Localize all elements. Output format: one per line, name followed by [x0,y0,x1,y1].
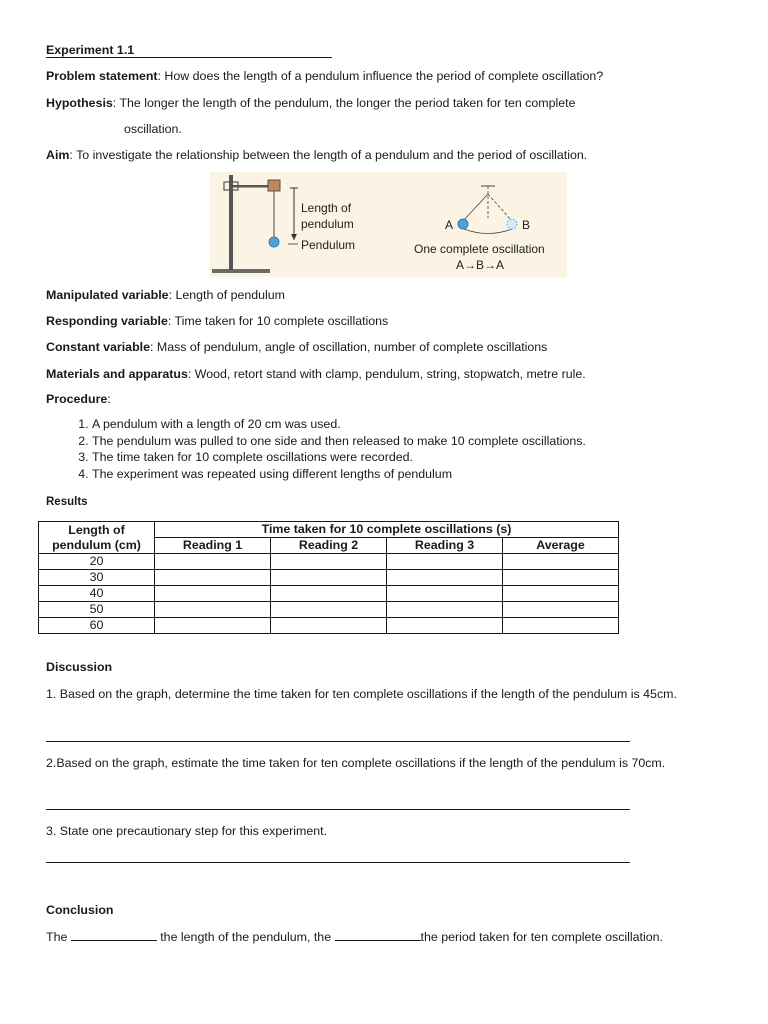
reading-cell[interactable] [155,602,271,618]
discussion-question-2: 2.Based on the graph, estimate the time taken for ten complete oscillations if the length of the pendulum is 70cm. [46,756,666,770]
length-cell: 50 [39,602,155,618]
average-cell[interactable] [503,602,619,618]
discussion-question-3: 3. State one precautionary step for this experiment. [46,824,328,838]
discussion-question-1: 1. Based on the graph, determine the time taken for ten complete oscillations if the length of the pendulum is 45cm. [46,687,677,701]
procedure-step: 4. The experiment was repeated using different lengths of pendulum [92,466,586,483]
hypothesis: Hypothesis: The longer the length of the pendulum, the longer the period taken for ten complete [46,96,576,110]
procedure-step: 2. The pendulum was pulled to one side and then released to make 10 complete oscillations. [92,433,586,450]
table-row [39,554,619,570]
results-table [38,521,619,634]
clamp [268,180,280,191]
stand-rod [229,175,233,270]
reading-cell[interactable] [271,602,387,618]
materials-apparatus: Materials and apparatus: Wood, retort stand with clamp, pendulum, string, stopwatch, metre rule. [46,367,586,381]
answer-line-3[interactable] [46,862,630,863]
reading-cell[interactable] [387,554,503,570]
aim: Aim: To investigate the relationship between the length of a pendulum and the period of oscillation. [46,148,588,162]
discussion-heading: Discussion [46,660,113,674]
problem-statement: Problem statement: How does the length of a pendulum influence the period of complete oscillation? [46,69,604,83]
responding-variable: Responding variable: Time taken for 10 complete oscillations [46,314,389,328]
reading-cell[interactable] [387,602,503,618]
results-heading: Results [46,496,88,508]
average-cell[interactable] [503,586,619,602]
column-header: Reading 2 [271,538,387,554]
reading-cell[interactable] [155,586,271,602]
constant-variable: Constant variable: Mass of pendulum, angle of oscillation, number of complete oscillations [46,340,548,354]
reading-cell[interactable] [387,586,503,602]
procedure-step: 1. A pendulum with a length of 20 cm was used. [92,416,586,433]
table-row [39,618,619,634]
reading-cell[interactable] [271,618,387,634]
average-cell[interactable] [503,554,619,570]
reading-cell[interactable] [155,618,271,634]
hypothesis-continued: oscillation. [124,122,182,136]
column-header: Average [503,538,619,554]
experiment-title: Experiment 1.1 [46,43,332,58]
reading-cell[interactable] [387,618,503,634]
length-label-2: pendulum [301,217,354,231]
length-cell: 60 [39,618,155,634]
bob-position-b [507,219,517,229]
length-header: Length of pendulum (cm) [39,522,155,554]
oscillation-caption: One complete oscillation [414,242,545,256]
conclusion-blank-2[interactable] [335,929,421,941]
time-header: Time taken for 10 complete oscillations (s) [155,522,619,538]
reading-cell[interactable] [155,570,271,586]
conclusion-blank-1[interactable] [71,929,157,941]
answer-line-2[interactable] [46,809,630,810]
stand-base [212,269,270,273]
conclusion-heading: Conclusion [46,903,114,917]
length-cell: 40 [39,586,155,602]
manipulated-variable: Manipulated variable: Length of pendulum [46,288,286,302]
reading-cell[interactable] [271,586,387,602]
answer-line-1[interactable] [46,741,630,742]
oscillation-sequence: A→B→A [456,258,505,272]
pendulum-diagram [210,172,567,277]
average-cell[interactable] [503,618,619,634]
length-label-1: Length of [301,201,352,215]
reading-cell[interactable] [271,554,387,570]
pendulum-bob [269,237,279,247]
column-header: Reading 3 [387,538,503,554]
bob-position-a [458,219,468,229]
table-row [39,602,619,618]
pendulum-figure [210,172,567,277]
reading-cell[interactable] [387,570,503,586]
length-cell: 20 [39,554,155,570]
length-cell: 30 [39,570,155,586]
reading-cell[interactable] [155,554,271,570]
column-header: Reading 1 [155,538,271,554]
procedure-heading: Procedure: [46,392,111,406]
reading-cell[interactable] [271,570,387,586]
point-a-label: A [445,218,454,232]
pendulum-label: Pendulum [301,238,356,252]
average-cell[interactable] [503,570,619,586]
procedure-steps [46,416,586,482]
conclusion-sentence: The the length of the pendulum, the the period taken for ten complete oscillation. [46,930,663,944]
point-b-label: B [522,218,531,232]
table-row [39,586,619,602]
table-row [39,570,619,586]
procedure-step: 3. The time taken for 10 complete oscillations were recorded. [92,449,586,466]
